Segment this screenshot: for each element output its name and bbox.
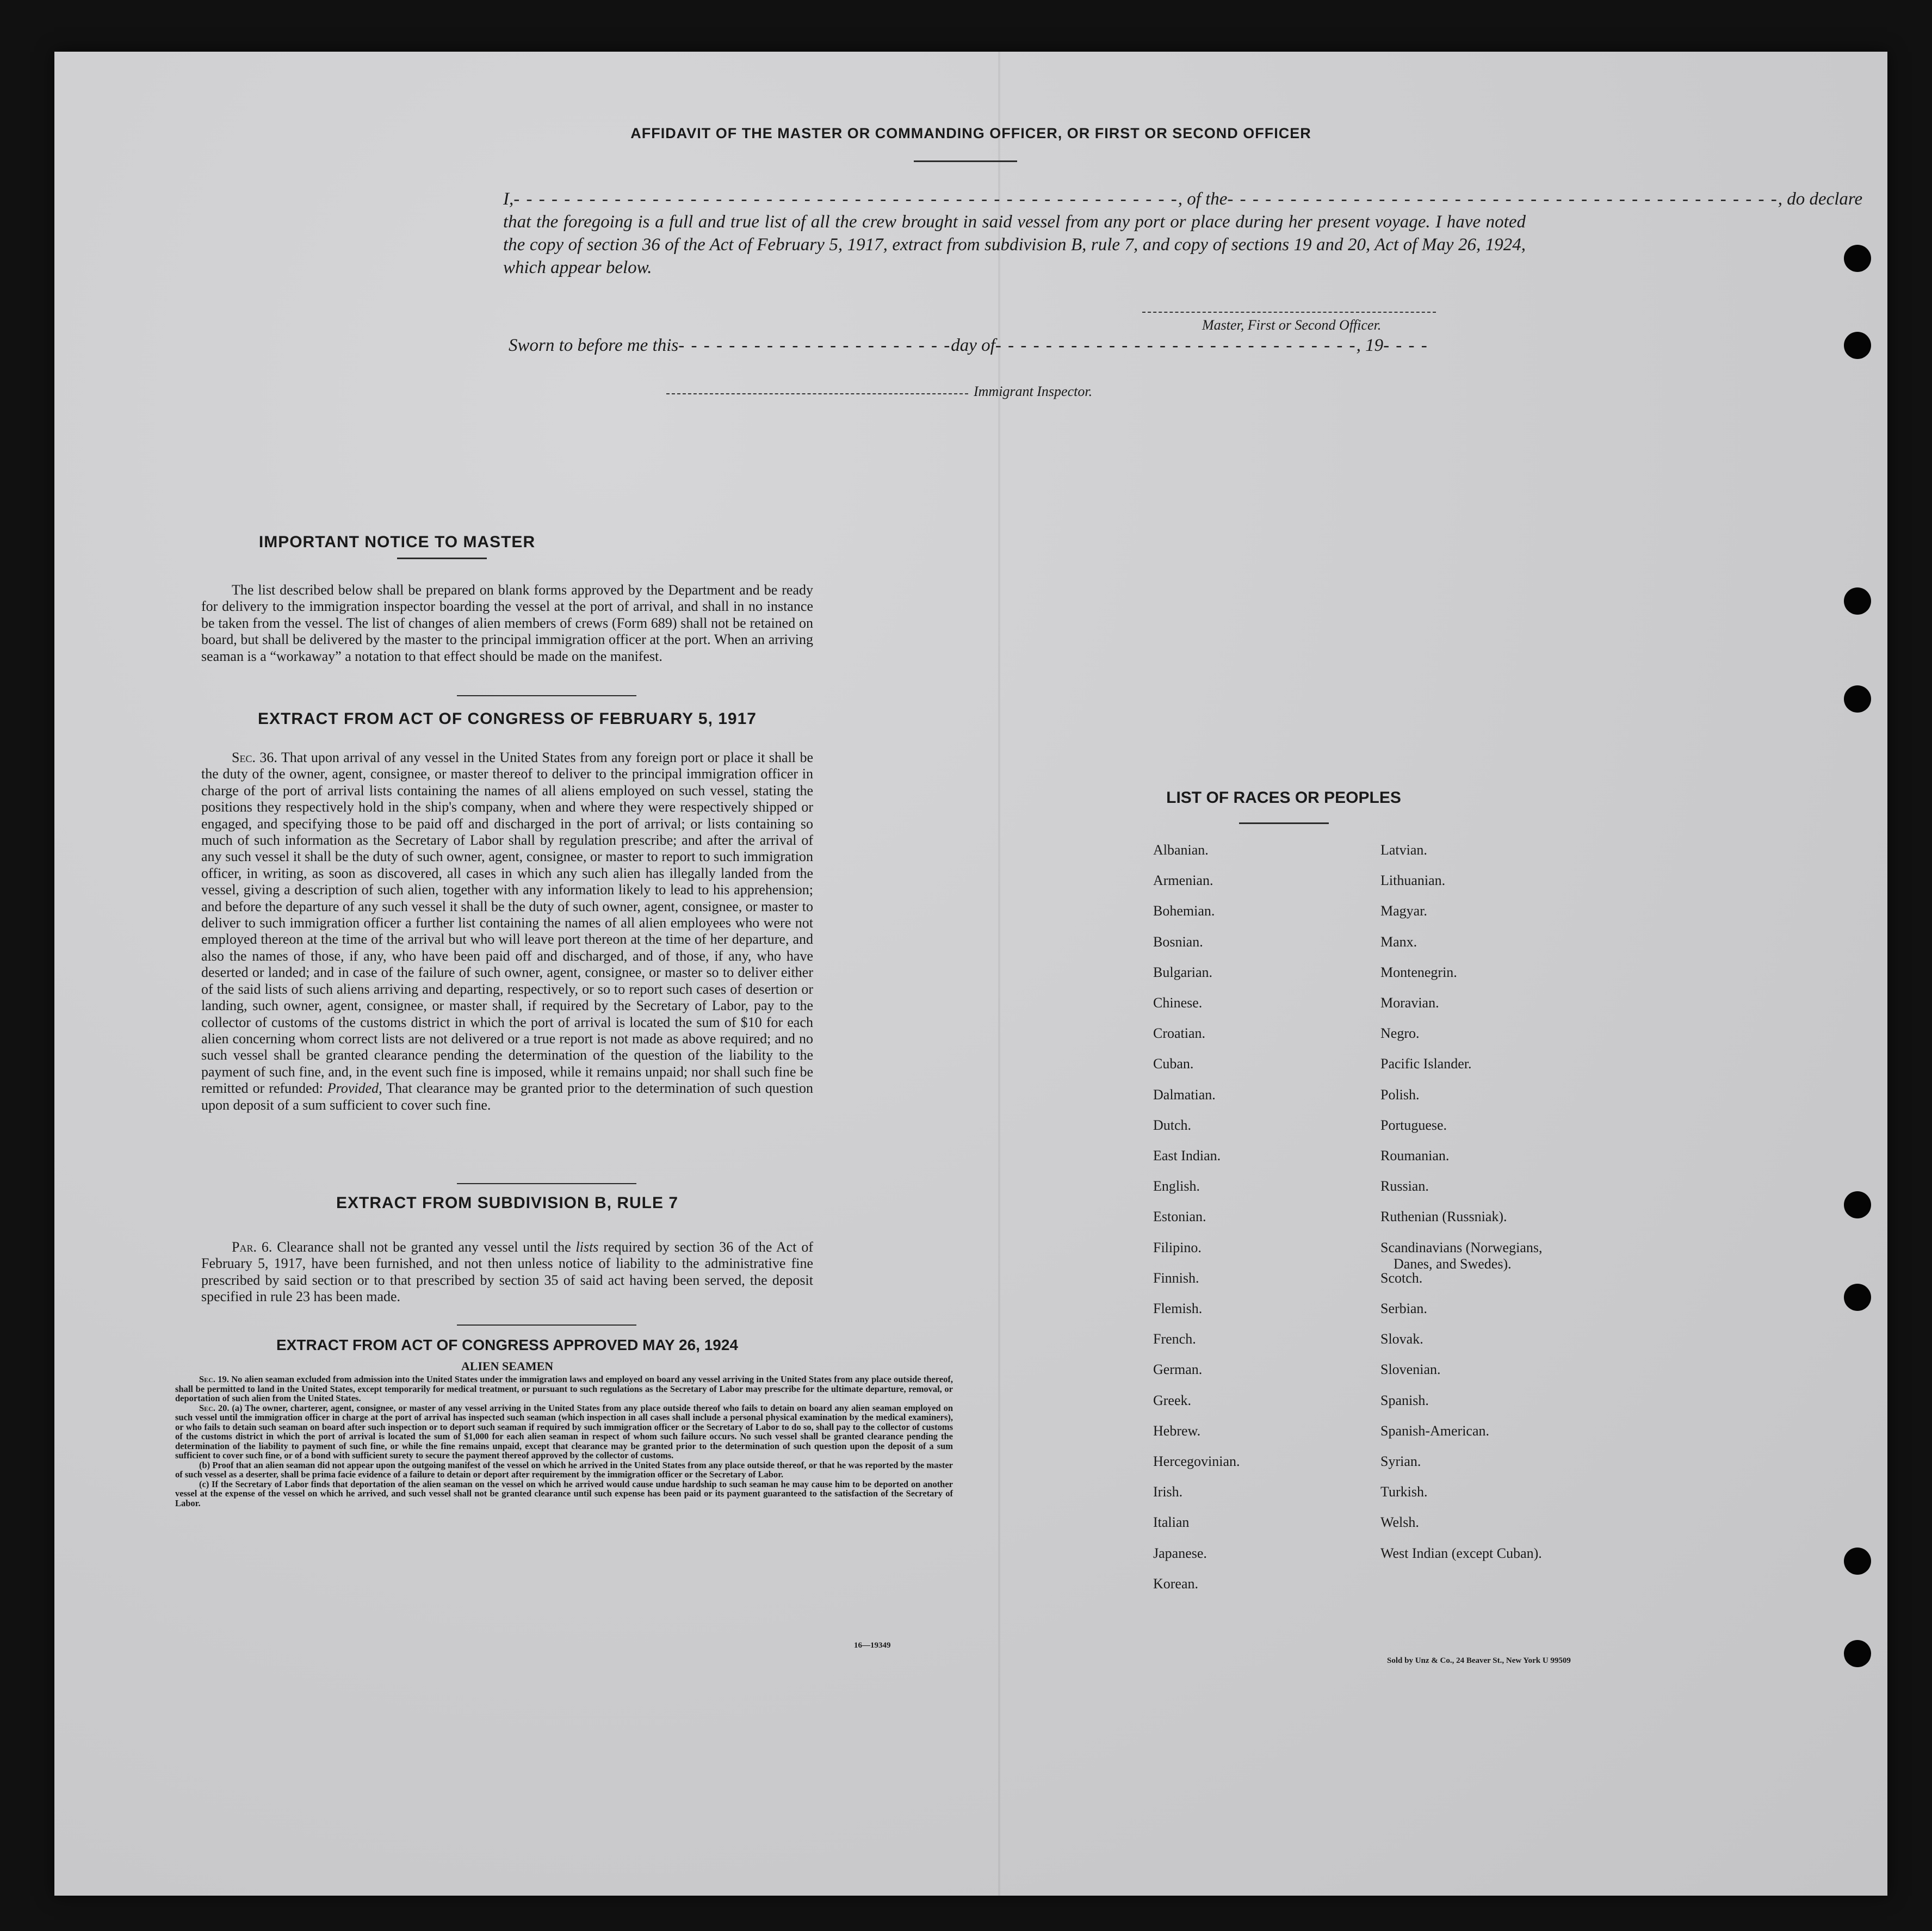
notice-title: IMPORTANT NOTICE TO MASTER xyxy=(258,533,536,551)
race-item: Montenegrin. xyxy=(1380,964,1457,980)
signature-label: Master, First or Second Officer. xyxy=(1202,317,1382,333)
binder-hole xyxy=(1844,1640,1871,1667)
sworn-label: Sworn to before me this xyxy=(509,336,679,355)
sworn-year-blank[interactable]: - - - - xyxy=(1383,336,1428,355)
extract-1924-text xyxy=(175,1375,953,1508)
race-item: Russian. xyxy=(1380,1178,1429,1195)
race-item: Armenian. xyxy=(1153,872,1213,889)
race-item: Spanish-American. xyxy=(1380,1422,1490,1439)
race-item: Welsh. xyxy=(1380,1514,1419,1531)
par-6-label: Par. 6. xyxy=(232,1239,273,1255)
race-item: Danes, and Swedes). xyxy=(1394,1255,1512,1272)
alien-seamen-subtitle: ALIEN SEAMEN xyxy=(461,1359,554,1373)
sec-20a-paragraph xyxy=(175,1403,953,1460)
race-item: English. xyxy=(1153,1178,1200,1195)
signature-blank[interactable] xyxy=(1142,312,1436,313)
par-6-text-a: Clearance shall not be granted any vessel until the xyxy=(277,1239,571,1255)
race-item: Portuguese. xyxy=(1380,1117,1447,1133)
sec-20c-text: (c) If the Secretary of Labor finds that deportation of the alien seaman on the vessel on which he arrived would cause undue hardship to such seaman he may cause him to be deported on another vessel at the expense of the vessel on which he arrived, and such vessel shall not be granted clearance until such expense has been paid or its payment guaranteed to the satisfaction of the Secretary of Labor. xyxy=(175,1478,953,1508)
name-blank[interactable]: - - - - - - - - - - - - - - - - - - - - - - - - - - - - - - - - - - - - - - - - - - - - - - - - - - - - - xyxy=(513,189,1178,209)
sec-19-text: No alien seaman excluded from admission into the United States under the immigration laws and employed on board any vessel arriving in the United States from any place outside thereof, shall be permitted to land in the United States, except temporarily for medical treatment, or pursuant to such regulations as the Secretary of Labor may prescribe for the ultimate departure, removal, or deportation of such alien from the United States. xyxy=(175,1374,953,1403)
binder-hole xyxy=(1844,1548,1871,1575)
sworn-line xyxy=(509,336,1428,356)
race-item: Japanese. xyxy=(1153,1545,1207,1561)
notice-text xyxy=(201,582,813,665)
race-item: Finnish. xyxy=(1153,1270,1199,1286)
sec-19-label: Sec. 19. xyxy=(199,1374,229,1384)
race-item: Hercegovinian. xyxy=(1153,1453,1240,1469)
affidavit-text xyxy=(503,188,1863,279)
document-page xyxy=(54,52,1887,1896)
lists-word: lists xyxy=(575,1239,599,1255)
sworn-day-blank[interactable]: - - - - - - - - - - - - - - - - - - - - - - xyxy=(678,336,951,355)
sec-20-label: Sec. 20. xyxy=(199,1402,230,1413)
race-item: Roumanian. xyxy=(1380,1148,1450,1163)
sec-36-label: Sec. 36. xyxy=(232,750,277,765)
race-item: Slovak. xyxy=(1380,1331,1423,1347)
extract-rule7-title: EXTRACT FROM SUBDIVISION B, RULE 7 xyxy=(336,1194,679,1212)
affidavit-title: AFFIDAVIT OF THE MASTER OR COMMANDING OFFICER, OR FIRST OR SECOND OFFICER xyxy=(630,125,1311,141)
divider xyxy=(397,558,487,559)
par-6-text-b: required by section 36 of the Act of February 5, 1917, have been furnished, and not then unless notice of liability to the administrative fine prescribed by said section or to that prescribed by section 35 of said act having been served, the deposit specified in rule 23 has been made. xyxy=(201,1239,813,1305)
affidavit-of-the: , of the xyxy=(1178,189,1228,209)
inspector-label: Immigrant Inspector. xyxy=(974,383,1093,399)
sec-36-text-end: That clearance may be granted prior to the determination of such question upon deposit of a sum sufficient to cover such fine. xyxy=(201,1080,814,1113)
race-item: Negro. xyxy=(1380,1025,1420,1042)
race-item: Serbian. xyxy=(1380,1301,1427,1316)
race-item: Manx. xyxy=(1380,933,1417,950)
sec-20c-paragraph xyxy=(175,1480,953,1508)
race-item: Slovenian. xyxy=(1380,1361,1441,1378)
race-item: Spanish. xyxy=(1380,1392,1429,1408)
race-item: Turkish. xyxy=(1380,1484,1428,1500)
race-item: German. xyxy=(1153,1361,1203,1378)
race-item: Hebrew. xyxy=(1153,1422,1201,1439)
binder-hole xyxy=(1844,1191,1871,1218)
race-item: Croatian. xyxy=(1153,1025,1206,1042)
binder-hole xyxy=(1844,1284,1871,1311)
race-item: Syrian. xyxy=(1380,1453,1421,1469)
race-item: Magyar. xyxy=(1380,903,1427,919)
affidavit-body: that the foregoing is a full and true list of all the crew brought in said vessel from any port or place during her present voyage. I have noted the copy of section 36 of the Act of February 5, 1917, extract from subdivision B, rule 7, and copy of sections 19 and 20, Act of May 26, 1924, which appear below. xyxy=(503,212,1526,277)
binder-hole xyxy=(1844,685,1871,713)
race-item: West Indian (except Cuban). xyxy=(1380,1545,1542,1561)
race-item: Cuban. xyxy=(1153,1056,1194,1072)
race-item: Scotch. xyxy=(1380,1270,1423,1286)
inspector-blank[interactable] xyxy=(666,393,968,394)
races-title: LIST OF RACES OR PEOPLES xyxy=(1166,789,1401,807)
race-item: Bohemian. xyxy=(1153,903,1215,919)
race-item: Lithuanian. xyxy=(1380,872,1446,889)
divider xyxy=(1239,822,1329,824)
sworn-year-label: , 19 xyxy=(1356,336,1384,355)
race-item: Korean. xyxy=(1153,1575,1199,1592)
center-fold xyxy=(998,52,1000,1896)
affidavit-declare: , do declare xyxy=(1778,189,1863,209)
race-item: Latvian. xyxy=(1380,842,1427,858)
race-item: Dutch. xyxy=(1153,1117,1192,1133)
race-item: Albanian. xyxy=(1153,842,1209,858)
divider xyxy=(457,695,636,696)
race-item: French. xyxy=(1153,1331,1196,1347)
sec-19-paragraph xyxy=(175,1375,953,1403)
extract-rule7-text xyxy=(201,1239,813,1305)
affidavit-declaration-line xyxy=(503,188,1863,211)
sold-by-note: Sold by Unz & Co., 24 Beaver St., New York U 99509 xyxy=(1387,1656,1571,1665)
race-item: Irish. xyxy=(1153,1484,1183,1500)
sec-20a-text: (a) The owner, charterer, agent, consignee, or master of any vessel arriving in the United States from any place outside thereof who fails to detain on board any alien seaman employed on such vessel until the immigration officer in charge at the port of arrival has inspected such seaman (which inspection in all cases shall include a personal physical examination by the medical examiners), or who fails to detain such seaman on board after such inspection or to deport such seaman if required by such immigration officer or the Secretary of Labor to do so, shall pay to the collector of customs of the customs district in which the port of arrival is located the sum of $1,000 for each alien seaman in respect of whom such failure occurs. No such vessel shall be granted clearance pending the determination of the liability to payment of such fine, or while the fine remains unpaid, except that clearance may be granted prior to the determination of such question upon the deposit of a sum sufficient to cover such fine, or of a bond with sufficient surety to secure the payment thereof approved by the collector of customs. xyxy=(175,1402,953,1460)
race-item: Filipino. xyxy=(1153,1239,1202,1255)
race-item: Estonian. xyxy=(1153,1209,1206,1225)
sec-20b-text: (b) Proof that an alien seaman did not appear upon the outgoing manifest of the vessel on which he arrived in the United States from any place outside thereof, or that he was reported by the master of such vessel as a deserter, shall be prima facie evidence of a failure to detain or deport after requirement by the immigration officer or the Secretary of Labor. xyxy=(175,1459,953,1480)
divider xyxy=(457,1325,636,1326)
sworn-month-blank[interactable]: - - - - - - - - - - - - - - - - - - - - - - - - - - - - - xyxy=(995,336,1357,355)
extract-1917-title: EXTRACT FROM ACT OF CONGRESS OF FEBRUARY 5, 1917 xyxy=(258,710,757,728)
race-item: Chinese. xyxy=(1153,995,1203,1011)
race-item: Pacific Islander. xyxy=(1380,1056,1472,1072)
sec-36-text: That upon arrival of any vessel in the United States from any foreign port or place it shall be the duty of the owner, agent, consignee, or master thereof to deliver to the principal immigration officer in charge of the port of arrival lists containing the names of all aliens employed on such vessel, stating the positions they respectively hold in the ship's company, when and where they were respectively shipped or engaged, and specifying those to be paid off and discharged in the port of arrival; or lists containing so much of such information as the Secretary of Labor shall by regulation prescribe; and after the arrival of any such vessel it shall be the duty of such owner, agent, consignee, or master to report to such immigration officer, in writing, as soon as discovered, all cases in which any such alien has illegally landed from the vessel, giving a description of such alien, together with any information likely to lead to his apprehension; and before the departure of any such vessel it shall be the duty of such owner, agent, consignee, or master to deliver to such immigration officer a further list containing the names of all alien employees who were not employed thereon at the time of the arrival but who will leave port thereon at the time of her departure, and also the names of those, if any, who have been paid off and discharged, and of those, if any, who have deserted or landed; and in case of the failure of such owner, agent, consignee, or master so to deliver either of the said lists of such aliens arriving and departing, respectively, or so to report such cases of desertion or landing, such owner, agent, consignee, or master shall, if required by the Secretary of Labor, pay to the collector of customs of the customs district in which the port of arrival is located the sum of $10 for each alien concerning whom correct lists are not delivered or a true report is not made as above required; and no such vessel shall be granted clearance pending the determination of the question of the liability to the payment of such fine, and, in the event such fine is imposed, while it remains unpaid; nor shall such fine be remitted or refunded: xyxy=(201,750,813,1097)
race-item: Moravian. xyxy=(1380,995,1439,1011)
vessel-blank[interactable]: - - - - - - - - - - - - - - - - - - - - - - - - - - - - - - - - - - - - - - - - - - - - xyxy=(1227,189,1778,209)
divider xyxy=(457,1183,636,1184)
race-item: Italian xyxy=(1153,1514,1190,1531)
affidavit-i: I, xyxy=(503,189,514,209)
race-item: Greek. xyxy=(1153,1392,1192,1408)
provided-word: Provided, xyxy=(327,1080,382,1097)
race-item: Bosnian. xyxy=(1153,933,1203,950)
race-item: Bulgarian. xyxy=(1153,964,1213,980)
sworn-day-of-label: day of xyxy=(951,336,995,355)
race-item: Dalmatian. xyxy=(1153,1086,1216,1103)
binder-hole xyxy=(1844,332,1871,359)
extract-1924-title: EXTRACT FROM ACT OF CONGRESS APPROVED MAY 26, 1924 xyxy=(276,1336,738,1353)
sec-20b-paragraph xyxy=(175,1460,953,1480)
race-item: East Indian. xyxy=(1153,1148,1221,1163)
race-item: Flemish. xyxy=(1153,1301,1203,1316)
race-item: Ruthenian (Russniak). xyxy=(1380,1209,1507,1225)
notice-paragraph: The list described below shall be prepared on blank forms approved by the Department and be ready for delivery to the immigration inspector boarding the vessel at the port of arrival, and shall in no instance be taken from the vessel. The list of changes of alien members of crews (Form 689) shall not be retained on board, but shall be delivered by the master to the principal immigration officer at the port. When an arriving seaman is a “workaway” a notation to that effect should be made on the manifest. xyxy=(201,582,813,664)
binder-hole xyxy=(1844,245,1871,272)
binder-hole xyxy=(1844,587,1871,615)
form-number: 16—19349 xyxy=(854,1641,891,1650)
race-item: Scandinavians (Norwegians, xyxy=(1380,1239,1543,1255)
divider xyxy=(914,160,1017,162)
extract-1917-text xyxy=(201,750,813,1113)
race-item: Polish. xyxy=(1380,1086,1420,1103)
